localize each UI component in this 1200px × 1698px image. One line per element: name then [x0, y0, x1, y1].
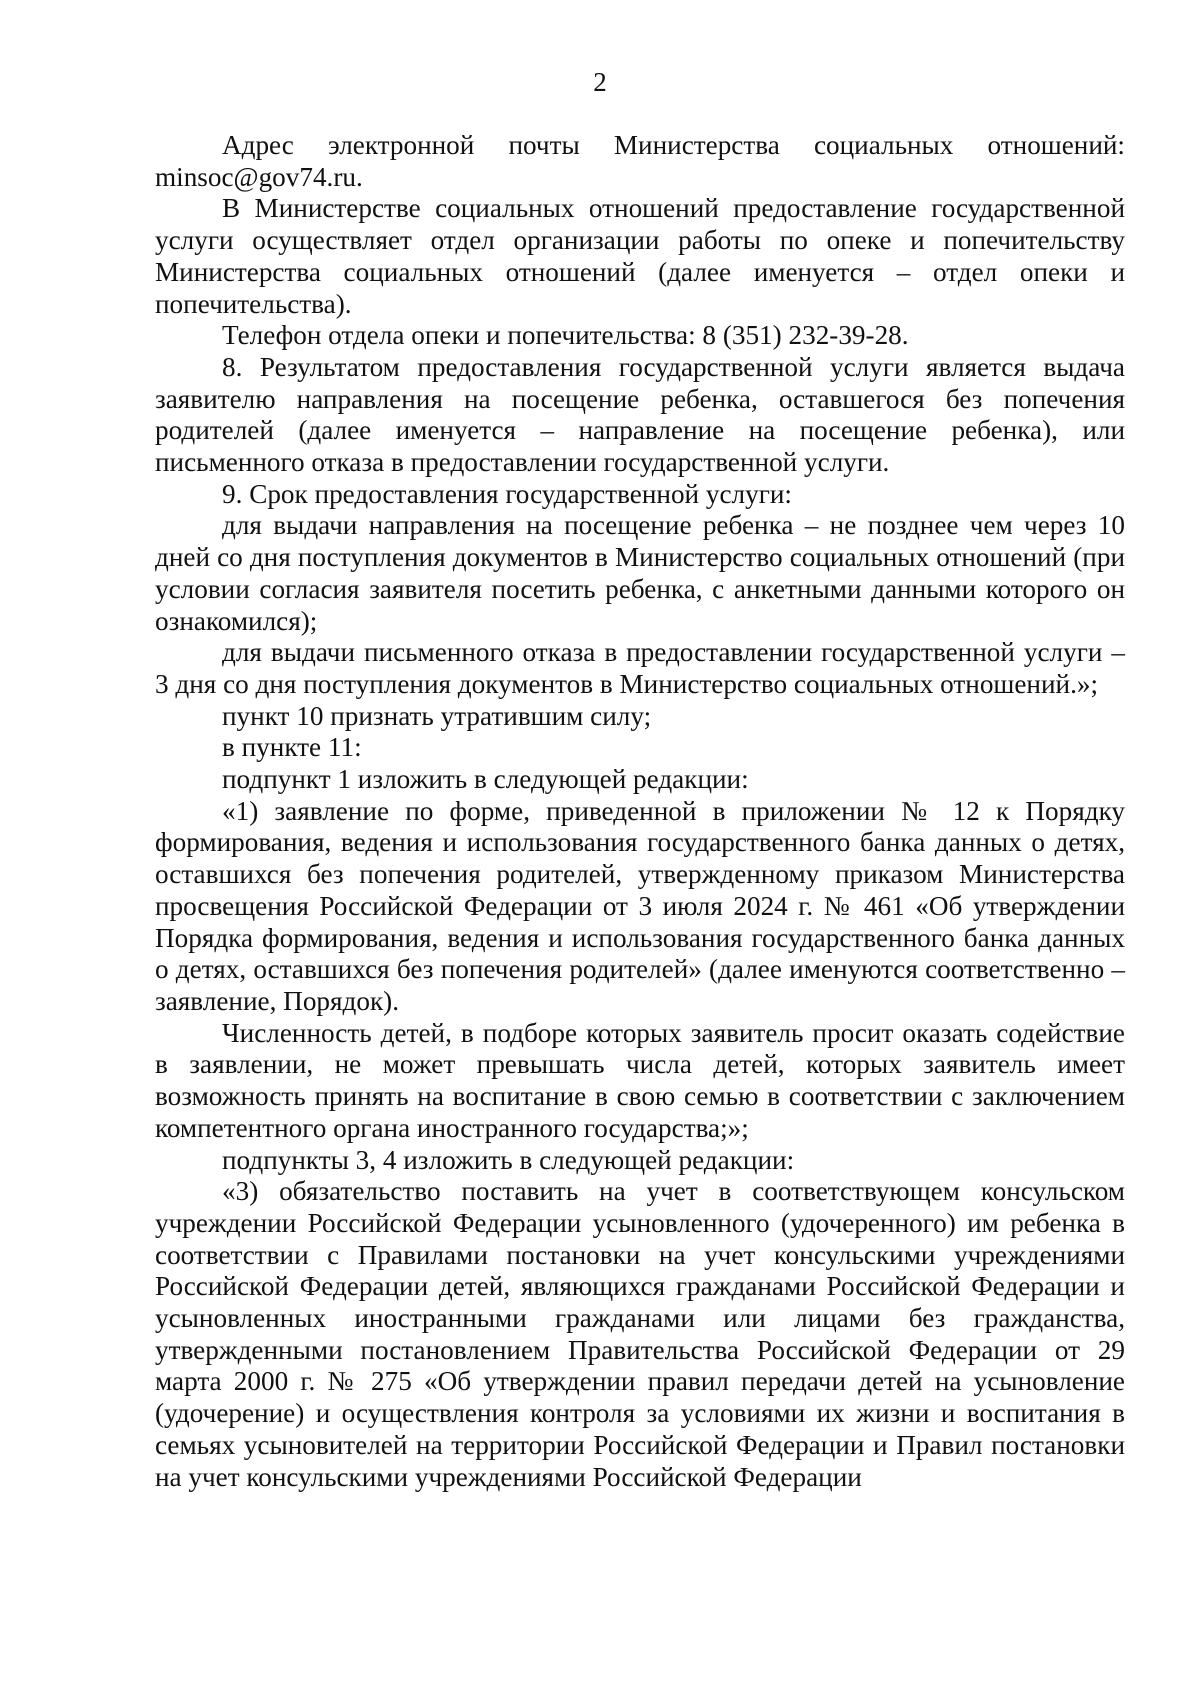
paragraph-term-refusal: для выдачи письменного отказа в предоставлении государственной услуги – 3 дня со дня поступления документов в Министерство социальных отношений.»;: [155, 637, 1125, 699]
paragraph-item-10: пункт 10 признать утратившим силу;: [222, 700, 652, 731]
paragraph-subitem-3: «3) обязательство поставить на учет в соответствующем консульском учреждении Российской Федерации усыновленного (удочеренного) им ребенка в соответствии с Правилами постановки на учет консульскими учреждениями Российской Федерации детей, являющихся гражданами Российской Федерации и усыновленных иностранными гражданами или лицами без гражданства, утвержденными постановлением Правительства Российской Федерации от 29 марта 2000 г. № 275 «Об утверждении правил передачи детей на усыновление (удочерение) и осуществления контроля за условиями их жизни и воспитания в семьях усыновителей на территории Российской Федерации и Правил постановки на учет консульскими учреждениями Российской Федерации: [155, 1176, 1125, 1492]
paragraph-children-count: Численность детей, в подборе которых заявитель просит оказать содействие в заявлении, не может превышать числа детей, которых заявитель имеет возможность принять на воспитание в свою семью в соответствии с заключением компетентного органа иностранного государства;»;: [155, 1017, 1125, 1143]
document-body: [155, 130, 1125, 1493]
paragraph-email: Адрес электронной почты Министерства социальных отношений: minsoc@gov74.ru.: [155, 130, 1125, 192]
page-number: 2: [593, 67, 607, 97]
paragraph-subitem-1-intro: подпункт 1 изложить в следующей редакции:: [222, 764, 749, 795]
paragraph-phone: Телефон отдела опеки и попечительства: 8 (351) 232-39-28.: [222, 320, 909, 351]
paragraph-term-referral: для выдачи направления на посещение ребенка – не позднее чем через 10 дней со дня поступления документов в Министерство социальных отношений (при условии согласия заявителя посетить ребенка, с анкетными данными которого он ознакомился);: [155, 510, 1125, 636]
paragraph-item-11: в пункте 11:: [222, 732, 362, 763]
paragraph-subitems-3-4-intro: подпункты 3, 4 изложить в следующей редакции:: [222, 1144, 795, 1175]
paragraph-subitem-1: «1) заявление по форме, приведенной в приложении № 12 к Порядку формирования, ведения и использования государственного банка данных о детях, оставшихся без попечения родителей, утвержденному приказом Министерства просвещения Российской Федерации от 3 июля 2024 г. № 461 «Об утверждении Порядка формирования, ведения и использования государственного банка данных о детях, оставшихся без попечения родителей» (далее именуются соответственно – заявление, Порядок).: [155, 795, 1125, 1016]
paragraph-item-9: 9. Срок предоставления государственной услуги:: [222, 478, 792, 509]
paragraph-department: В Министерстве социальных отношений предоставление государственной услуги осуществляет отдел организации работы по опеке и попечительству Министерства социальных отношений (далее именуется – отдел опеки и попечительства).: [155, 193, 1125, 319]
paragraph-item-8: 8. Результатом предоставления государственной услуги является выдача заявителю направления на посещение ребенка, оставшегося без попечения родителей (далее именуется – направление на посещение ребенка), или письменного отказа в предоставлении государственной услуги.: [155, 351, 1125, 478]
